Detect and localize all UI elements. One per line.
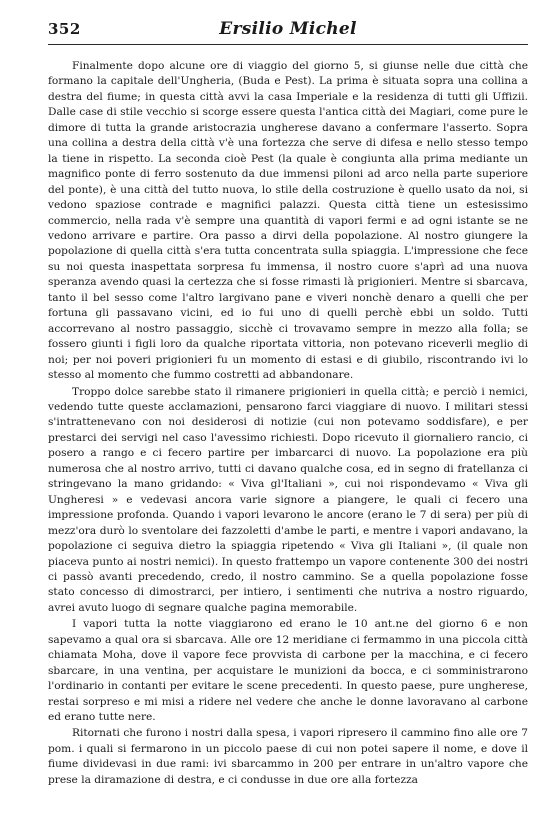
- paragraph: Finalmente dopo alcune ore di viaggio del giorno 5, si giunse nelle due città che formano la capitale dell'Ungheria, (Buda e Pest). La prima è situata sopra una collina a destra del fiume; in questa città avvi la casa Imperiale e la residenza di tutti gli Uffizii. Dalle case di stile vecchio si scorge essere questa l'antica città dei Magiari, come pure le dimore di tutta la grande aristocrazia ungherese davano a confermare l'asserto. Sopra una collina a destra della città v'è una fortezza che serve di difesa e nello stesso tempo la tiene in rispetto. La seconda cioè Pest (la quale è congiunta alla prima mediante un magnifico ponte di ferro sostenuto da due immensi piloni ad arco nella parte superiore del ponte), è una città del tutto nuova, lo stile della costruzione è quello usato da noi, si vedono spaziose contrade e magnifici palazzi. Questa città tiene un estesissimo commercio, nella rada v'è sempre una quantità di vapori fermi e ad ogni istante se ne vedono arrivare e partire. Ora passo a dirvi della popolazione. Al nostro giungere la popolazione di quella città s'era tutta concentrata sulla spiaggia. L'impressione che fece su noi questa inaspettata sorpresa fu immensa, il nostro cuore s'aprì ad una nuova speranza avendo quasi la certezza che si fosse rimasti là prigionieri. Mentre si sbarcava, tanto il bel sesso come l'altro largivano pane e viveri nonchè denaro a quelli che per fortuna gli passavano vicini, ed io fui uno di quelli perchè ebbi un soldo. Tutti accorrevano al nostro passaggio, sicchè ci trovavamo sempre in mezzo alla folla; se fossero giunti i figli loro da qualche riportata vittoria, non potevano riceverli meglio di noi; per noi poveri prigionieri fu un momento di estasi e di giubilo, riscontrando ivi lo stesso al momento che fummo costretti ad abbandonare.: [48, 60, 528, 382]
- paragraph: I vapori tutta la notte viaggiarono ed erano le 10 ant.ne del giorno 6 e non sapevamo a qual ora si sbarcava. Alle ore 12 meridiane ci fermammo in una piccola città chiamata Moha, dove il vapore fece provvista di carbone per la macchina, e ci fecero sbarcare, in una ventina, per acquistare le munizioni da bocca, e ci somministrarono l'ordinario in contanti per evitare le scene precedenti. In questo paese, pure ungherese, restai sorpreso e mi misi a ridere nel vedere che anche le donne lavoravano al carbone ed erano tutte nere.: [48, 618, 528, 724]
- paragraph: Ritornati che furono i nostri dalla spesa, i vapori ripresero il cammino fino alle ore 7 pom. i quali si fermarono in un piccolo paese di cui non potei sapere il nome, e dove il fiume dividevasi in due rami: ivi sbarcammo in 200 per entrare in un'altro vapore che prese la diramazione di destra, e ci condusse in due ore alla fortezza: [48, 727, 528, 786]
- paragraph: Troppo dolce sarebbe stato il rimanere prigionieri in quella città; e perciò i nemici, vedendo tutte queste acclamazioni, pensarono farci viaggiare di nuovo. I militari stessi s'intrattenevano con noi desiderosi di notizie (cui non potevamo soddisfare), e per prestarci dei servigi nel caso l'avessimo richiesti. Dopo ricevuto il giornaliero rancio, ci posero a rango e ci fecero partire per imbarcarci di nuovo. La popolazione era più numerosa che al nostro arrivo, tutti ci davano qualche cosa, ed in segno di fratellanza ci stringevano la mano gridando: « Viva gl'Italiani », cui noi rispondevamo « Viva gli Ungheresi » e vedevasi ancora varie signore a piangere, le quali ci fecero una impressione profonda. Quando i vapori levarono le ancore (erano le 7 di sera) per più di mezz'ora durò lo sventolare dei fazzoletti d'ambe le parti, e mentre i vapori andavano, la popolazione ci seguiva dietro la spiaggia ripetendo « Viva gli Italiani », (il quale non piaceva punto ai nostri nemici). In questo frattempo un vapore contenente 300 dei nostri ci passò avanti precedendo, credo, il nostro cammino. Se a quella popolazione fosse stato concesso di dimostrarci, per intiero, i sentimenti che nutriva a nostro riguardo, avrei avuto luogo di segnare qualche pagina memorabile.: [48, 385, 528, 614]
- page-header: [48, 20, 528, 45]
- body-text: [48, 59, 528, 788]
- running-head: Ersilio Michel: [219, 19, 357, 39]
- page-number: 352: [48, 20, 81, 38]
